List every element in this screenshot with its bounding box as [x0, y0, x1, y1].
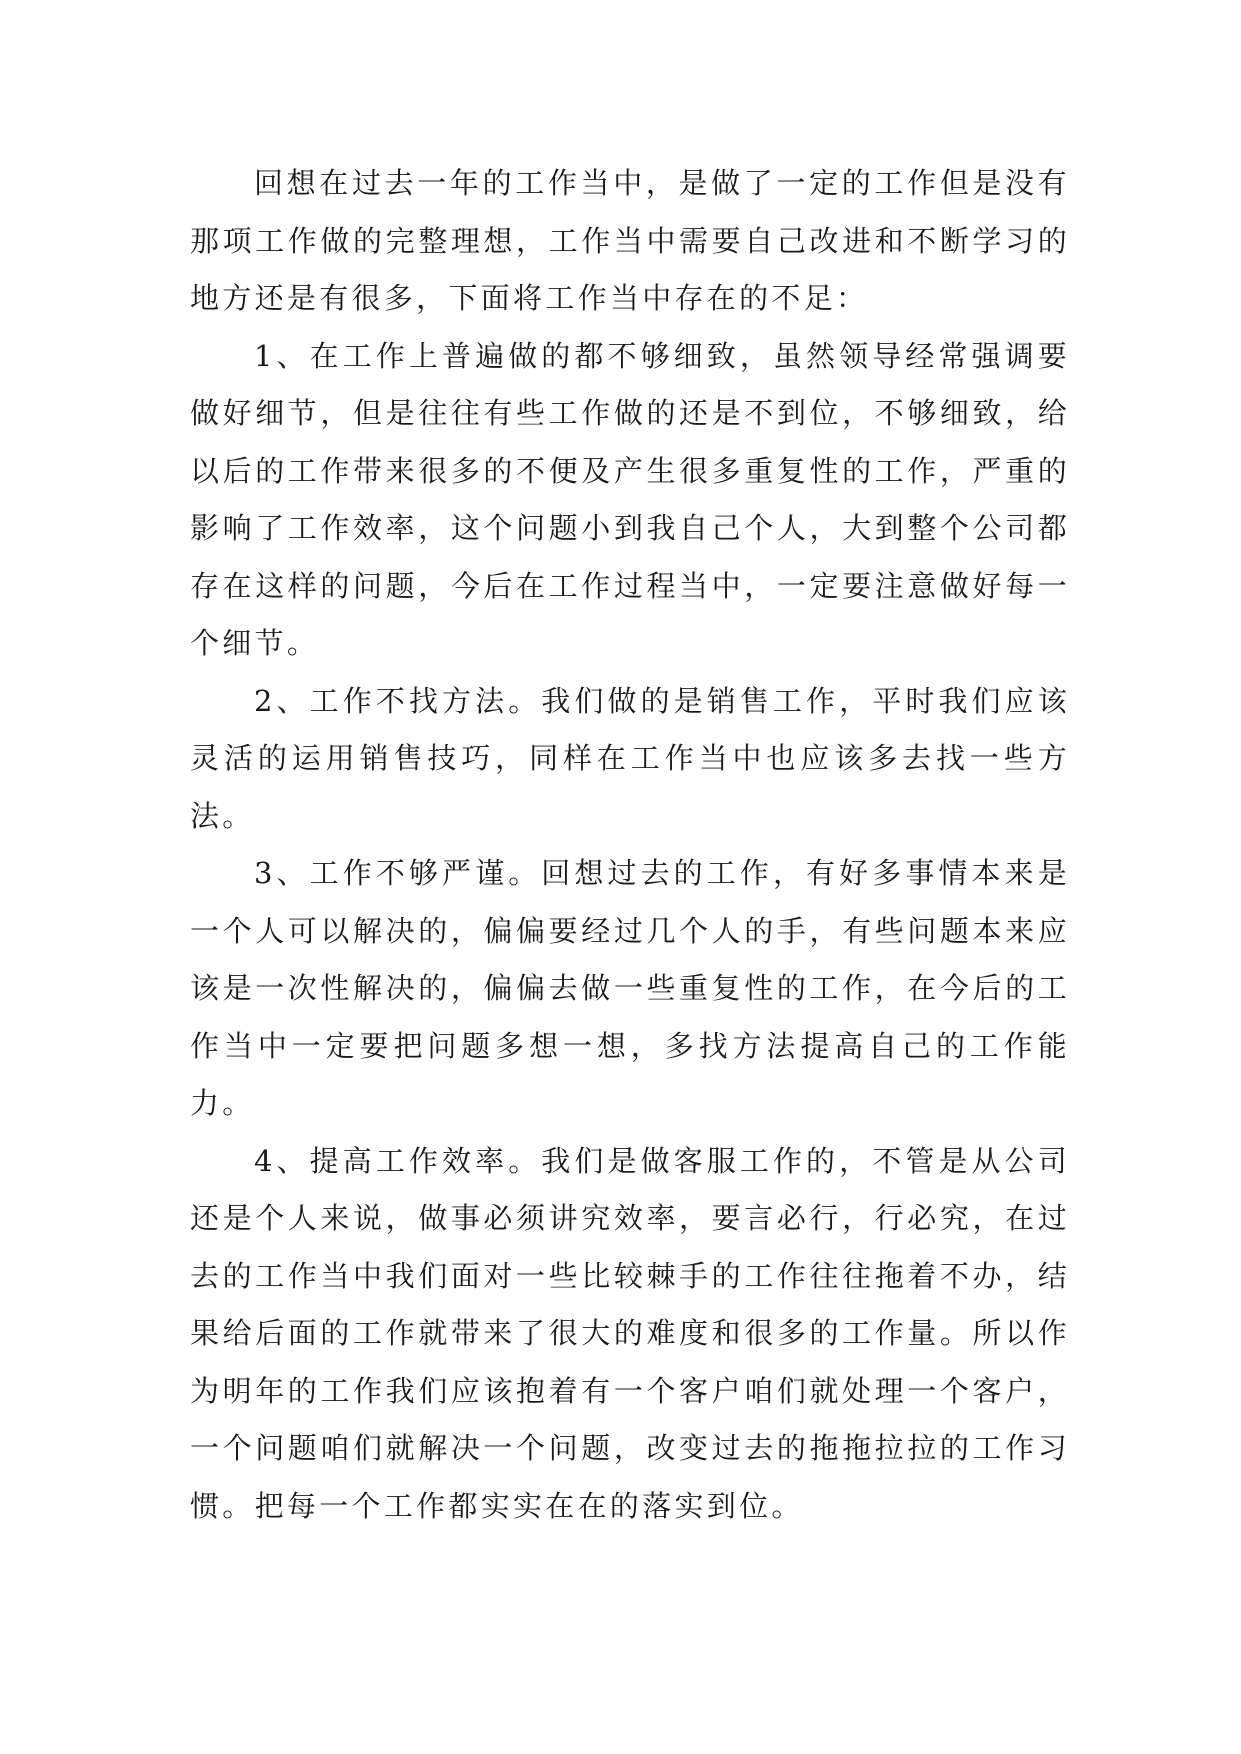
paragraph-item-2: 2、工作不找方法。我们做的是销售工作，平时我们应该灵活的运用销售技巧，同样在工作当中也应该多去找一些方法。 — [190, 683, 1070, 833]
paragraph-item-1: 1、在工作上普遍做的都不够细致，虽然领导经常强调要做好细节，但是往往有些工作做的还是不到位，不够细致，给以后的工作带来很多的不便及产生很多重复性的工作，严重的影响了工作效率，这个问题小到我自己个人，大到整个公司都存在这样的问题，今后在工作过程当中，一定要注意做好每一个细节。 — [190, 338, 1070, 660]
document-body — [190, 155, 1070, 1535]
paragraph-item-4: 4、提高工作效率。我们是做客服工作的，不管是从公司还是个人来说，做事必须讲究效率，要言必行，行必究，在过去的工作当中我们面对一些比较棘手的工作往往拖着不办，结果给后面的工作就带来了很大的难度和很多的工作量。所以作为明年的工作我们应该抱着有一个客户咱们就处理一个客户，一个问题咱们就解决一个问题，改变过去的拖拖拉拉的工作习惯。把每一个工作都实实在在的落实到位。 — [190, 1143, 1070, 1523]
paragraph-item-3: 3、工作不够严谨。回想过去的工作，有好多事情本来是一个人可以解决的，偏偏要经过几个人的手，有些问题本来应该是一次性解决的，偏偏去做一些重复性的工作，在今后的工作当中一定要把问题多想一想，多找方法提高自己的工作能力。 — [190, 856, 1070, 1120]
paragraph-intro: 回想在过去一年的工作当中，是做了一定的工作但是没有那项工作做的完整理想，工作当中需要自己改进和不断学习的地方还是有很多，下面将工作当中存在的不足： — [190, 166, 1070, 315]
